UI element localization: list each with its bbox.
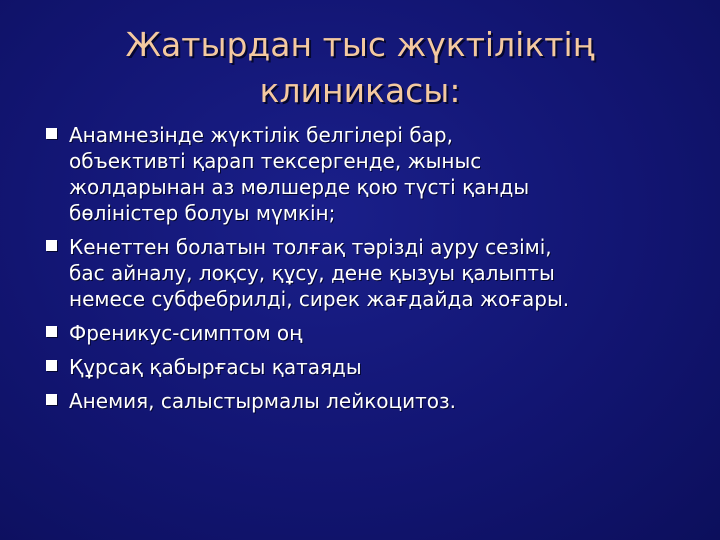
bullet-line: бас айналу, лоқсу, құсу, дене қызуы қалыпты	[69, 261, 555, 285]
square-bullet-icon	[46, 360, 57, 371]
bullet-line: Анемия, салыстырмалы лейкоцитоз.	[69, 389, 457, 413]
bullet-line: Анамнезінде жүктілік белгілері бар,	[69, 123, 453, 147]
square-bullet-icon	[46, 394, 57, 405]
bullet-line: жолдарынан аз мөлшерде қою түсті қанды	[69, 175, 530, 199]
bullet-line: объективті қарап тексергенде, жыныс	[69, 149, 482, 173]
bullet-list	[46, 122, 686, 422]
bullet-item-anemia	[46, 388, 686, 414]
square-bullet-icon	[46, 326, 57, 337]
bullet-line: Құрсақ қабырғасы қатаяды	[69, 355, 362, 379]
slide-title	[60, 22, 660, 114]
bullet-line: бөліністер болуы мүмкін;	[69, 201, 336, 225]
bullet-item-abdomen	[46, 354, 686, 380]
bullet-line: немесе субфебрилді, сирек жағдайда жоғары.	[69, 287, 570, 311]
square-bullet-icon	[46, 240, 57, 251]
bullet-item-history	[46, 122, 686, 226]
bullet-line: Френикус-симптом оң	[69, 321, 303, 345]
slide-title-line-1: Жатырдан тыс жүктіліктің	[125, 25, 595, 64]
slide-title-line-2: клиникасы:	[259, 71, 461, 110]
bullet-item-phrenicus	[46, 320, 686, 346]
square-bullet-icon	[46, 128, 57, 139]
bullet-item-pain	[46, 234, 686, 312]
bullet-line: Кенеттен болатын толғақ тәрізді ауру сезімі,	[69, 235, 552, 259]
